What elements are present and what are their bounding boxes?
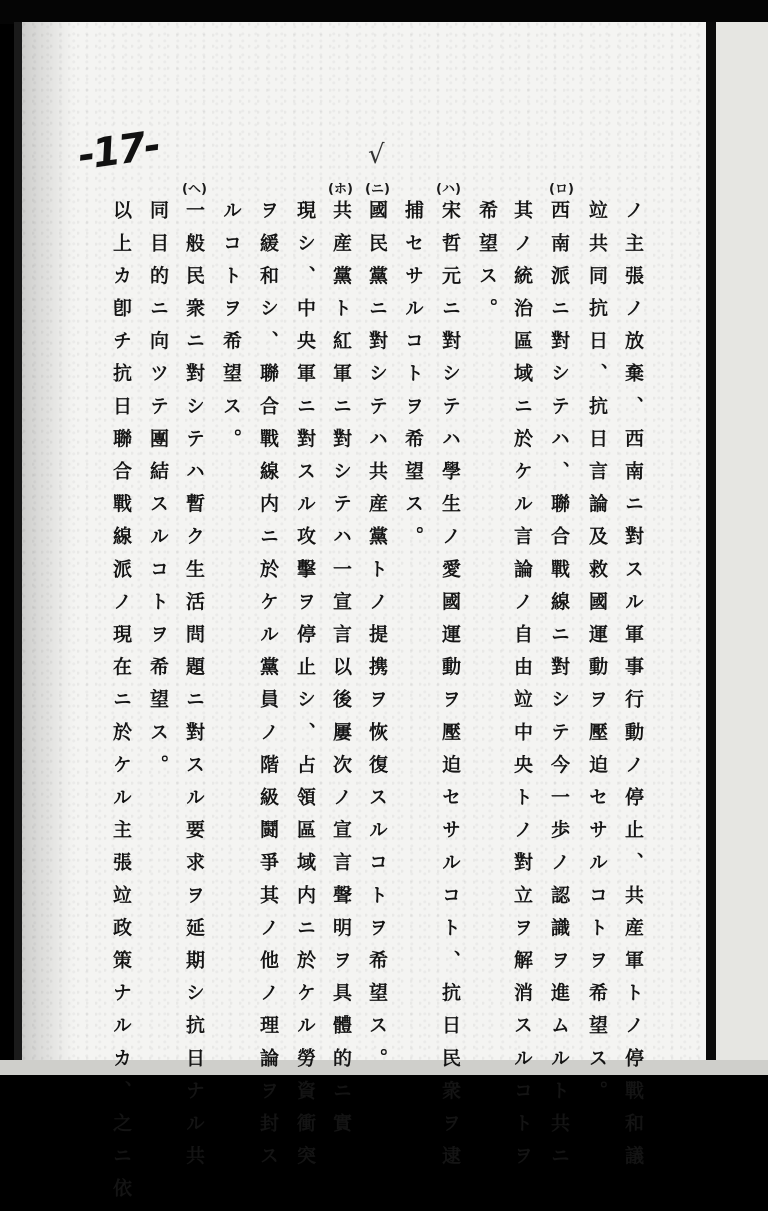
- page-left-edge: [14, 22, 22, 1062]
- handwritten-page-number: -17-: [75, 122, 162, 180]
- adjacent-page-edge: [716, 22, 768, 1075]
- handwritten-check-mark: √: [368, 140, 385, 170]
- text-column-1: ノ主張ノ放棄、西南ニ對スル軍事行動ノ停止、共産軍トノ停戰和議: [622, 200, 644, 1178]
- text-column-11: ヲ緩和シ、聯合戰線内ニ於ケル黨員ノ階級鬪爭其ノ他ノ理論ヲ封ス: [257, 200, 279, 1178]
- item-marker-ni: (ニ): [365, 182, 390, 197]
- text-column-14: 同目的ニ向ツテ團結スルコトヲ希望ス。: [147, 200, 169, 787]
- text-column-7: 捕セサルコトヲ希望ス。: [402, 200, 424, 559]
- item-marker-ro: (ロ): [549, 182, 574, 197]
- text-column-12: ルコトヲ希望ス。: [220, 200, 242, 461]
- text-column-6: 宋哲元ニ對シテハ學生ノ愛國運動ヲ壓迫セサルコト、抗日民衆ヲ逮: [439, 200, 461, 1178]
- text-column-9: 共産黨ト紅軍ニ對シテハ一宣言以後屢次ノ宣言聲明ヲ具體的ニ實: [330, 200, 352, 1146]
- item-marker-ho: (ホ): [328, 182, 353, 197]
- item-marker-ha: (ハ): [436, 182, 461, 197]
- item-marker-he: (ヘ): [182, 182, 207, 197]
- text-column-5: 希望ス。: [476, 200, 498, 331]
- text-column-13: 一般民衆ニ對シテハ暫ク生活問題ニ對スル要求ヲ延期シ抗日ナル共: [183, 200, 205, 1178]
- text-column-3: 西南派ニ對シテハ、聯合戰線ニ對シテ今一歩ノ認識ヲ進ムルト共ニ: [548, 200, 570, 1178]
- text-column-15: 以上カ卽チ抗日聯合戰線派ノ現在ニ於ケル主張竝政策ナルカ、之ニ依: [110, 200, 132, 1211]
- text-column-8: 國民黨ニ對シテハ共産黨トノ提携ヲ恢復スルコトヲ希望ス。: [366, 200, 388, 1081]
- text-column-10: 現シ、中央軍ニ對スル攻擊ヲ停止シ、占領區域内ニ於ケル勞資衝突: [294, 200, 316, 1178]
- text-column-2: 竝共同抗日、抗日言論及救國運動ヲ壓迫セサルコトヲ希望ス。: [586, 200, 608, 1113]
- text-column-4: 其ノ統治區域ニ於ケル言論ノ自由竝中央トノ對立ヲ解消スルコトヲ: [511, 200, 533, 1178]
- scan-top-border: [0, 0, 768, 24]
